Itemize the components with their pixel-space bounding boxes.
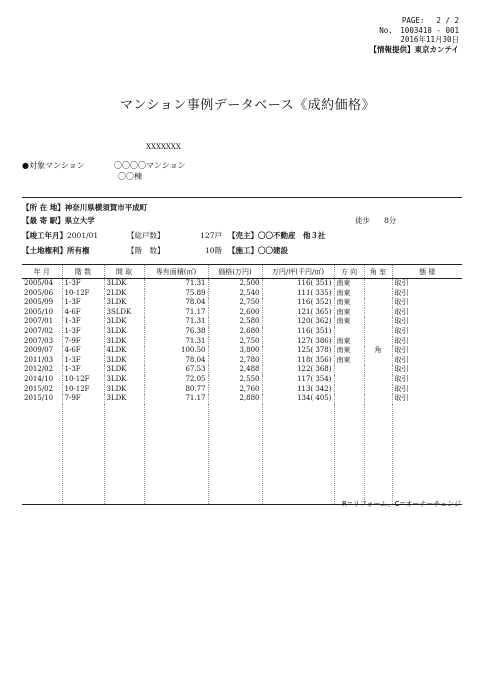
table-row <box>22 289 462 299</box>
cell-floor: 10-12F <box>62 289 104 299</box>
cell-floor: 1-3F <box>62 356 104 366</box>
table-row <box>22 394 462 404</box>
table-row <box>22 346 462 356</box>
table-row <box>22 327 462 337</box>
cell-corner <box>364 337 392 347</box>
cell-year-month: 2005/04 <box>24 279 54 287</box>
cell-price: 2,880 <box>208 394 262 404</box>
cell-price: 2,550 <box>208 375 262 385</box>
col-header: 専有面積(㎡) <box>144 265 208 279</box>
filler-cell <box>62 404 104 505</box>
cell-year-month: 2007/02 <box>24 326 54 335</box>
cell-layout: 2LDK <box>104 289 144 299</box>
cell-unit-price: 117( 354) <box>262 375 334 385</box>
floors: 10階 <box>204 246 222 255</box>
cell-floor: 1-3F <box>62 327 104 337</box>
cell-year-month: 2015/02 <box>24 384 54 393</box>
col-header: 年 月 <box>22 265 62 279</box>
cell-corner <box>364 356 392 366</box>
land-row <box>22 246 90 256</box>
cell-price: 2,488 <box>208 365 262 375</box>
cell-area: 67.53 <box>144 365 208 375</box>
cell-corner <box>364 317 392 327</box>
cell-deal-type: 取引 <box>392 365 462 375</box>
cell-corner <box>364 327 392 337</box>
cell-layout: 3LDK <box>104 337 144 347</box>
builder-row <box>228 246 288 256</box>
cell-layout: 3LDK <box>104 385 144 395</box>
filler-cell <box>144 404 208 505</box>
cell-year-month: 2007/01 <box>24 317 54 326</box>
target-building: 〇〇棟 <box>118 172 142 181</box>
target-name: 〇〇〇〇マンション <box>114 161 186 170</box>
report-number: No. 1003418 - 001 <box>379 25 459 35</box>
cell-year-month: 2014/10 <box>24 374 54 383</box>
cell-deal-type: 取引 <box>392 289 462 299</box>
cell-unit-price: 116( 352) <box>262 298 334 308</box>
cell-direction: 南東 <box>334 298 364 308</box>
col-header: 万円/坪(千円/㎡) <box>262 265 334 279</box>
table-row <box>22 337 462 347</box>
cell-floor: 1-3F <box>62 298 104 308</box>
table-header <box>22 265 462 279</box>
cell-area: 71.17 <box>144 394 208 404</box>
cell-year-month: 2005/06 <box>24 288 54 297</box>
report-header <box>370 16 459 54</box>
cell-direction <box>334 394 364 404</box>
cell-unit-price: 127( 386) <box>262 337 334 347</box>
table-filler <box>22 404 462 505</box>
units-label: 【総戸数】 <box>127 231 165 240</box>
cell-corner <box>364 385 392 395</box>
cell-direction: 南東 <box>334 289 364 299</box>
cell-unit-price: 120( 362) <box>262 317 334 327</box>
cell-price: 2,500 <box>208 279 262 289</box>
address-row <box>22 203 147 213</box>
table-row <box>22 279 462 289</box>
table-row <box>22 375 462 385</box>
cell-corner <box>364 289 392 299</box>
property-code: XXXXXXX <box>146 143 181 151</box>
cell-floor: 7-9F <box>62 337 104 347</box>
table-row <box>22 385 462 395</box>
col-header: 態 様 <box>392 265 462 279</box>
report-date: 2016年11月30日 <box>400 35 459 44</box>
cell-unit-price: 122( 368) <box>262 365 334 375</box>
walk-row <box>355 216 396 226</box>
target-property <box>22 160 186 182</box>
cell-area: 78.04 <box>144 356 208 366</box>
cell-unit-price: 116( 351) <box>262 327 334 337</box>
cell-deal-type: 取引 <box>392 385 462 395</box>
cell-floor: 7-9F <box>62 394 104 404</box>
cell-year-month: 2015/10 <box>24 394 54 403</box>
cell-price: 2,680 <box>208 327 262 337</box>
cell-corner <box>364 394 392 404</box>
cell-layout: 3LDK <box>104 298 144 308</box>
seller-row <box>228 231 326 241</box>
cell-floor: 4-6F <box>62 308 104 318</box>
cell-price: 2,750 <box>208 298 262 308</box>
divider <box>22 197 462 198</box>
cell-price: 2,600 <box>208 308 262 318</box>
cell-corner <box>364 279 392 289</box>
cell-unit-price: 125( 378) <box>262 346 334 356</box>
page-title: マンション事例データベース《成約価格》 <box>119 98 376 113</box>
page-number: PAGE: 2 / 2 <box>401 16 459 25</box>
cell-direction <box>334 385 364 395</box>
cell-area: 71.31 <box>144 317 208 327</box>
cell-unit-price: 111( 335) <box>262 289 334 299</box>
cell-floor: 1-3F <box>62 279 104 289</box>
cell-direction <box>334 327 364 337</box>
filler-cell <box>104 404 144 505</box>
cell-direction: 南東 <box>334 279 364 289</box>
land-label: 【土地権利】 <box>22 246 67 255</box>
cell-unit-price: 113( 342) <box>262 385 334 395</box>
cell-year-month: 2009/07 <box>24 346 54 355</box>
cell-price: 2,580 <box>208 317 262 327</box>
col-header: 角 室 <box>364 265 392 279</box>
table-row <box>22 298 462 308</box>
land-rights: 所有権 <box>67 246 90 255</box>
cell-deal-type: 取引 <box>392 327 462 337</box>
table-row <box>22 317 462 327</box>
cell-layout: 3LDK <box>104 327 144 337</box>
cell-area: 71.31 <box>144 337 208 347</box>
cell-price: 3,800 <box>208 346 262 356</box>
filler-cell <box>262 404 334 505</box>
cell-corner <box>364 308 392 318</box>
cell-area: 80.77 <box>144 385 208 395</box>
col-header: 階 数 <box>62 265 104 279</box>
station-label: 【最 寄 駅】 <box>22 216 65 225</box>
cell-corner <box>364 365 392 375</box>
built-label: 【竣工年月】 <box>22 231 67 240</box>
cell-year-month: 2011/03 <box>24 355 54 364</box>
seller: 〇〇不動産 他３社 <box>258 231 326 240</box>
cell-deal-type: 取引 <box>392 375 462 385</box>
cell-deal-type: 取引 <box>392 308 462 318</box>
cell-deal-type: 取引 <box>392 337 462 347</box>
cell-area: 71.17 <box>144 308 208 318</box>
legend-note: R=リフォーム、C=オーナーチェンジ <box>342 500 461 508</box>
cell-corner <box>364 298 392 308</box>
builder-label: 【施工】 <box>228 246 258 255</box>
cell-unit-price: 121( 365) <box>262 308 334 318</box>
cell-direction: 南東 <box>334 337 364 347</box>
target-label: ●対象マンション <box>22 161 85 170</box>
cell-area: 71.31 <box>144 279 208 289</box>
table-row <box>22 365 462 375</box>
cell-corner <box>364 375 392 385</box>
cell-deal-type: 取引 <box>392 279 462 289</box>
cell-deal-type: 取引 <box>392 346 462 356</box>
built-date: 2001/01 <box>67 231 99 240</box>
cell-floor: 10-12F <box>62 375 104 385</box>
cell-layout: 3LDK <box>104 375 144 385</box>
station-row <box>22 216 95 226</box>
cell-unit-price: 134( 405) <box>262 394 334 404</box>
cell-area: 78.04 <box>144 298 208 308</box>
col-header: 価格(万円) <box>208 265 262 279</box>
cell-year-month: 2005/10 <box>24 307 54 316</box>
transaction-table <box>22 264 462 505</box>
walk-time: 8分 <box>384 216 397 225</box>
cell-year-month: 2007/03 <box>24 336 54 345</box>
cell-layout: 3LDK <box>104 356 144 366</box>
col-header: 間 取 <box>104 265 144 279</box>
cell-deal-type: 取引 <box>392 394 462 404</box>
units: 127戸 <box>200 231 222 240</box>
cell-direction: 南東 <box>334 308 364 318</box>
cell-floor: 10-12F <box>62 385 104 395</box>
filler-cell <box>22 404 62 505</box>
built-row <box>22 231 98 241</box>
cell-year-month: 2012/02 <box>24 365 54 374</box>
cell-direction: 南東 <box>334 356 364 366</box>
cell-deal-type: 取引 <box>392 298 462 308</box>
provider: 【情報提供】東京カンテイ <box>369 44 459 54</box>
cell-area: 75.89 <box>144 289 208 299</box>
cell-layout: 3SLDK <box>104 308 144 318</box>
cell-layout: 3LDK <box>104 394 144 404</box>
cell-direction <box>334 365 364 375</box>
cell-corner: 角 <box>364 346 392 356</box>
cell-year-month: 2005/09 <box>24 298 54 307</box>
walk-label: 徒歩 <box>355 216 370 225</box>
cell-price: 2,760 <box>208 385 262 395</box>
floors-label: 【階 数】 <box>127 246 165 255</box>
address: 神奈川県横須賀市平成町 <box>64 203 148 212</box>
cell-area: 72.05 <box>144 375 208 385</box>
col-header: 方 向 <box>334 265 364 279</box>
cell-layout: 3LDK <box>104 279 144 289</box>
cell-direction: 南東 <box>334 317 364 327</box>
cell-layout: 3LDK <box>104 317 144 327</box>
station: 県立大学 <box>64 216 95 225</box>
filler-cell <box>208 404 262 505</box>
filler-cell <box>334 404 364 505</box>
builder: 〇〇建設 <box>258 246 288 255</box>
cell-floor: 1-3F <box>62 317 104 327</box>
filler-cell <box>392 404 462 505</box>
cell-area: 100.50 <box>144 346 208 356</box>
table-row <box>22 308 462 318</box>
cell-price: 2,540 <box>208 289 262 299</box>
cell-unit-price: 118( 356) <box>262 356 334 366</box>
cell-layout: 4LDK <box>104 346 144 356</box>
seller-label: 【売主】 <box>228 231 258 240</box>
cell-direction <box>334 375 364 385</box>
cell-price: 2,750 <box>208 337 262 347</box>
cell-floor: 1-3F <box>62 365 104 375</box>
address-label: 【所 在 地】 <box>22 203 65 212</box>
cell-area: 76.38 <box>144 327 208 337</box>
cell-layout: 3LDK <box>104 365 144 375</box>
cell-unit-price: 116( 351) <box>262 279 334 289</box>
cell-floor: 4-6F <box>62 346 104 356</box>
cell-deal-type: 取引 <box>392 317 462 327</box>
cell-price: 2,780 <box>208 356 262 366</box>
filler-cell <box>364 404 392 505</box>
cell-deal-type: 取引 <box>392 356 462 366</box>
table-row <box>22 356 462 366</box>
cell-direction: 南東 <box>334 346 364 356</box>
